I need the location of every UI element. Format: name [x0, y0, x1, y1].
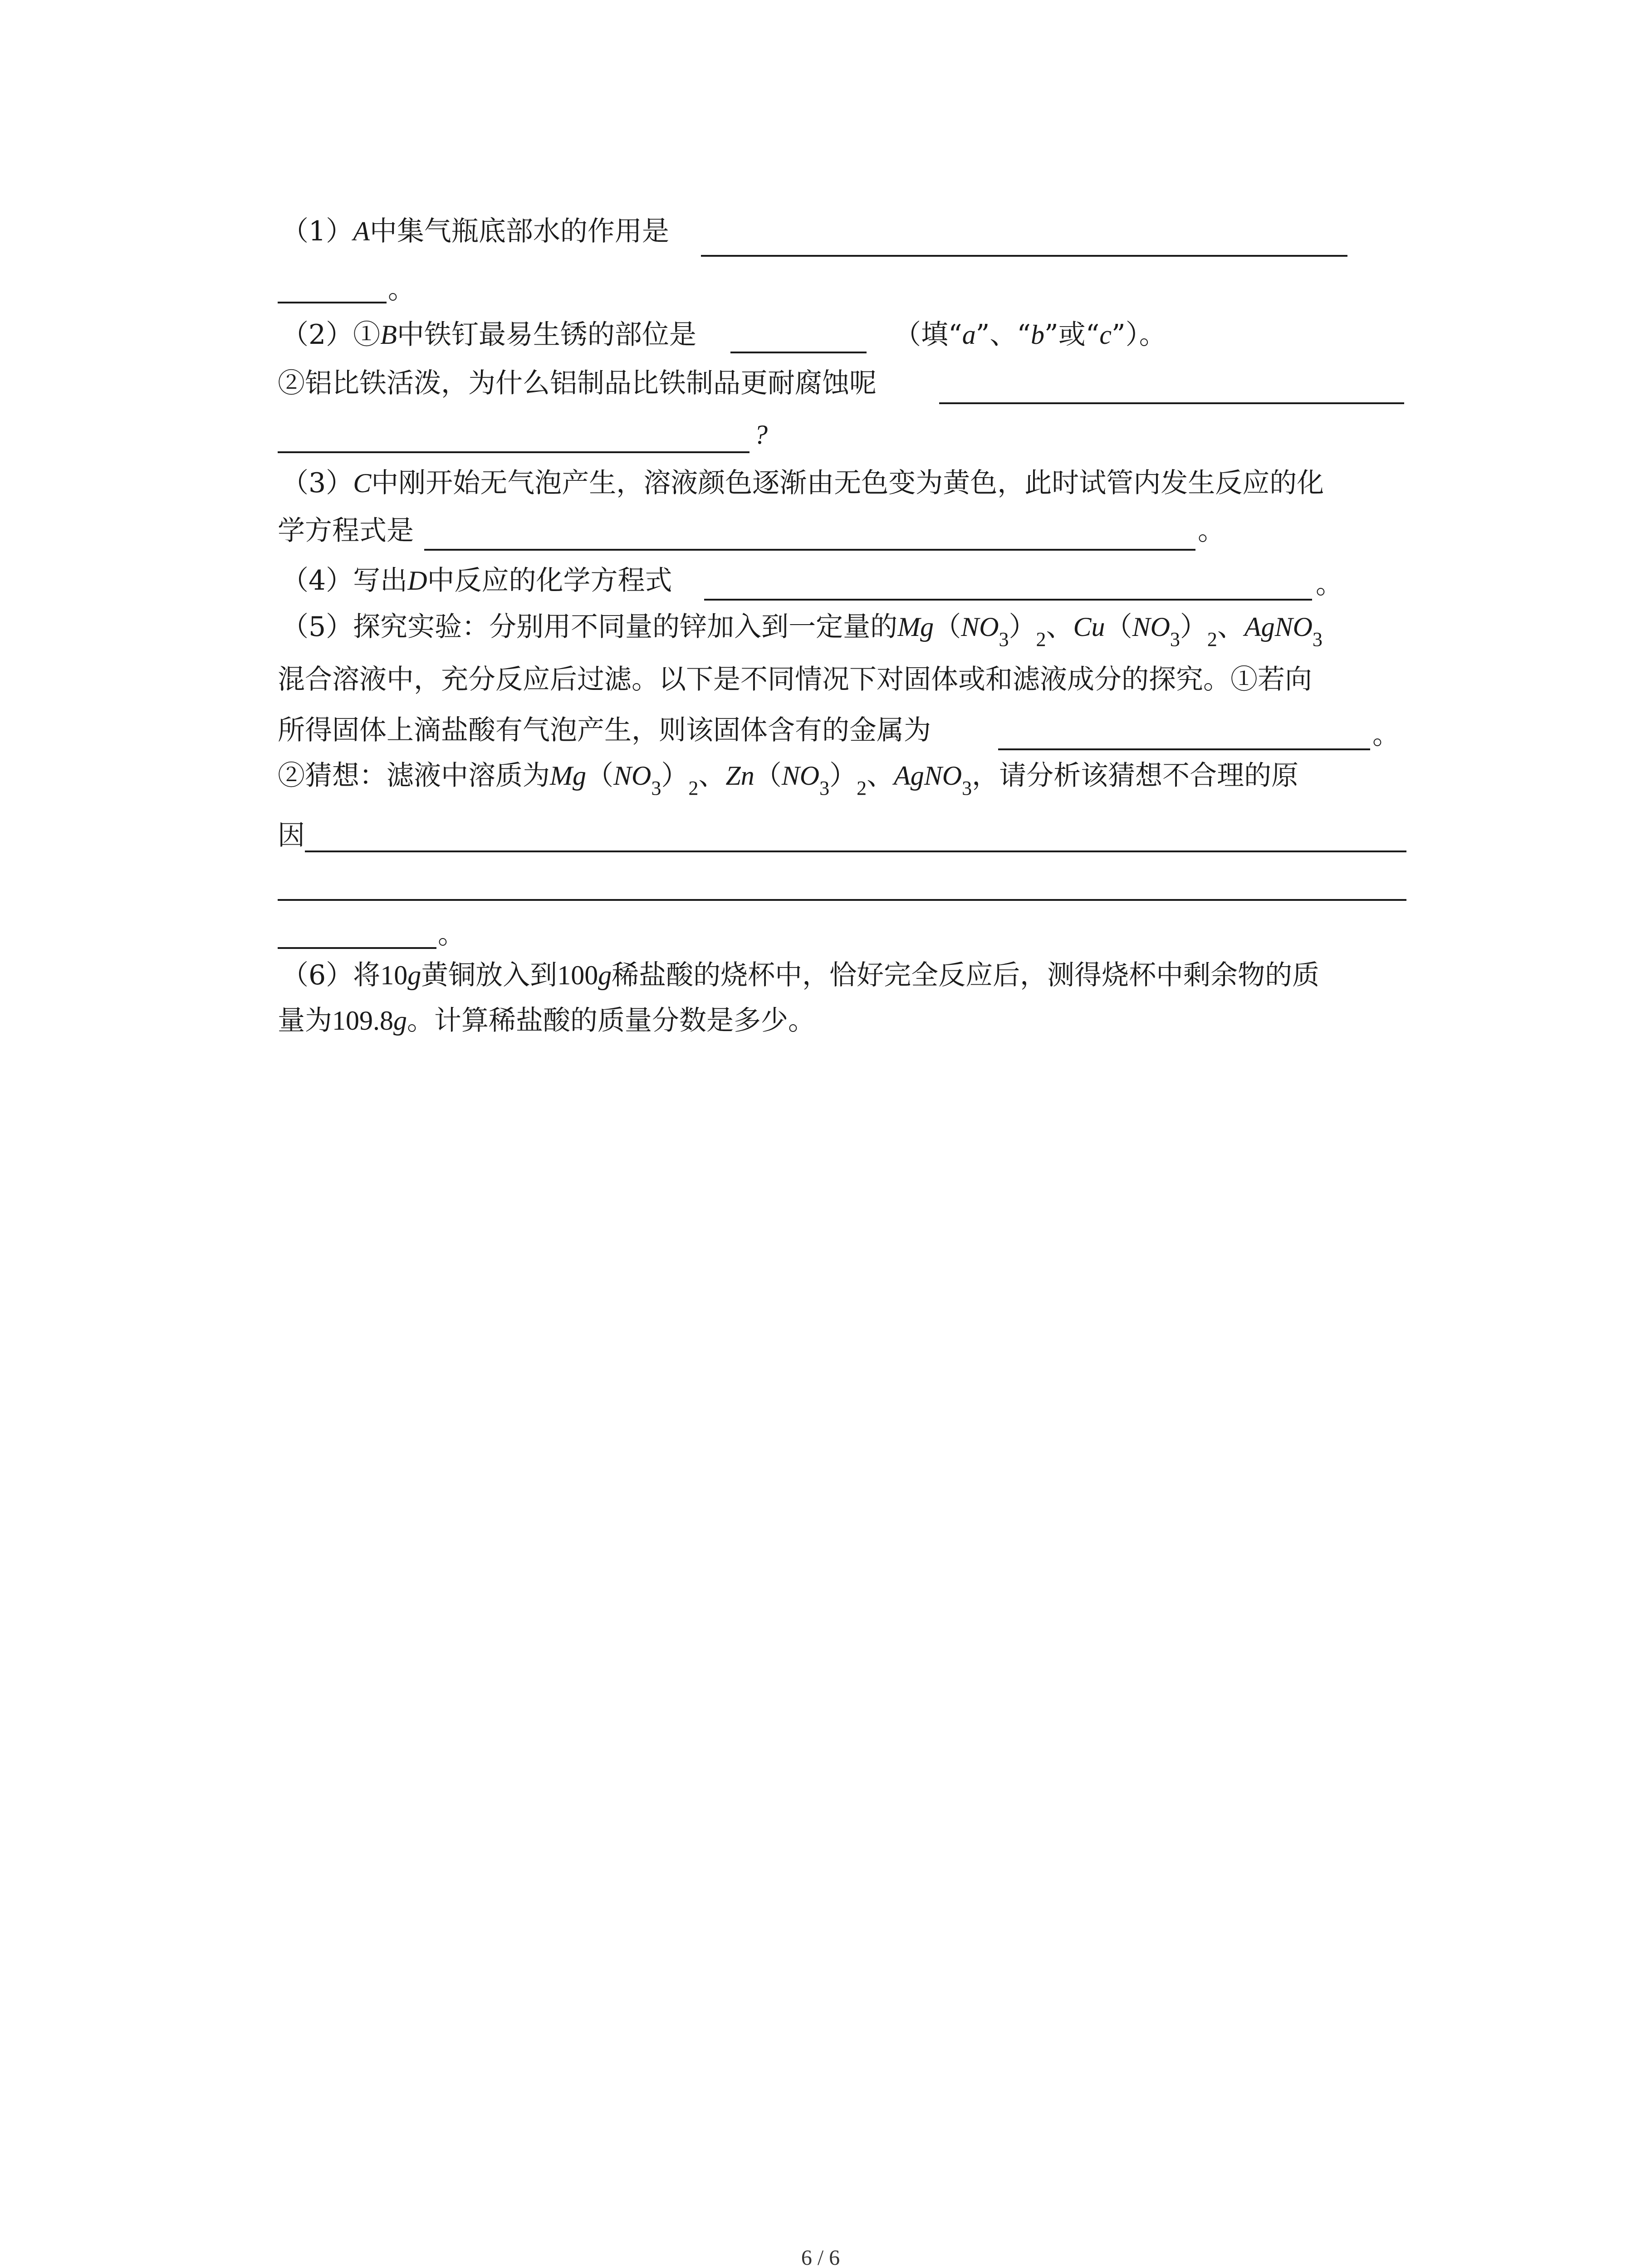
q5-line4-pre: ②猜想：滤液中溶质为 [278, 760, 550, 792]
q4-answer-blank[interactable] [704, 599, 1312, 601]
q5-line4 [278, 760, 1299, 799]
q3-var: C [353, 468, 372, 498]
q5-no3: NO [613, 761, 652, 791]
page-number: 6 / 6 [801, 2246, 840, 2268]
q5-end: 。 [438, 919, 465, 950]
q6-line2-pre: 量为 [278, 1005, 332, 1036]
q1-end: 。 [388, 274, 415, 305]
q6-pre: （6）将 [281, 959, 381, 991]
q6-mid1: 黄铜放入到 [421, 959, 558, 991]
q1-answer-blank-cont[interactable] [278, 302, 387, 303]
q4-var: D [407, 566, 427, 596]
q1-answer-blank[interactable] [701, 255, 1347, 257]
q2-text: 中铁钉最易生锈的部位是 [397, 319, 696, 351]
q6-g3: g [393, 1006, 407, 1036]
q5-mg2: Mg [550, 761, 586, 791]
q5-line4-post: ，请分析该猜想不合理的原 [972, 760, 1299, 792]
q2-sep2: ”或“ [1044, 319, 1100, 351]
q2-fill-hint [894, 319, 1166, 351]
q5-line2: 混合溶液中，充分反应后过滤。以下是不同情况下对固体或和滤液成分的探究。①若向 [278, 664, 1312, 695]
q5-line1-pre: （5）探究实验：分别用不同量的锌加入到一定量的 [281, 611, 898, 643]
q5-zn: Zn [725, 761, 754, 791]
q5-no2: NO [1132, 612, 1170, 642]
q5-sub2b: 2 [1207, 628, 1217, 650]
q2-sep1: ”、“ [975, 319, 1031, 351]
q5-line5: 因 [278, 820, 305, 851]
q5-reason-blank-1[interactable] [305, 850, 1406, 852]
q1-text: 中集气瓶底部水的作用是 [369, 215, 669, 247]
q5-sub2c: 2 [688, 777, 699, 799]
q5-dun3: 、 [698, 760, 726, 792]
q5-sub3d: 3 [651, 777, 661, 799]
q3-end: 。 [1198, 515, 1225, 547]
q5-lp4: （ [754, 760, 782, 792]
q5-sub3b: 3 [1170, 628, 1180, 650]
q5-metal-blank[interactable] [998, 748, 1370, 750]
q5-dun2: 、 [1217, 611, 1244, 643]
q2-opt-b: b [1031, 320, 1045, 350]
q6-line1 [281, 959, 1320, 991]
q6-mid2: 稀盐酸的烧杯中，恰好完全反应后，测得烧杯中剩余物的质 [612, 959, 1320, 991]
q5-rp4: ） [829, 760, 857, 792]
q5-agno2: AgNO [894, 761, 962, 791]
q3-prefix: （3） [281, 467, 353, 499]
q2-part1-blank[interactable] [730, 352, 867, 353]
q6-n3: 109.8 [332, 1006, 393, 1036]
q3-text: 中刚开始无气泡产生，溶液颜色逐渐由无色变为黄色，此时试管内发生反应的化 [371, 467, 1324, 499]
q5-sub2d: 2 [857, 777, 867, 799]
q4-line [281, 567, 672, 594]
q6-g2: g [598, 960, 612, 990]
q2-prefix: （2）① [281, 319, 381, 351]
q5-no: NO [961, 612, 999, 642]
q5-reason-blank-2[interactable] [278, 899, 1406, 901]
q5-reason-blank-3[interactable] [278, 947, 436, 949]
q5-agno: AgNO [1244, 612, 1313, 642]
q1-line [281, 215, 669, 247]
q5-lp2: （ [1105, 611, 1132, 643]
q2-var: B [380, 320, 397, 350]
q5-rp: ） [1009, 611, 1036, 643]
q6-g1: g [407, 960, 421, 990]
q5-line3-end: 。 [1372, 719, 1400, 751]
q2-qmark: ? [754, 420, 768, 450]
q2-opt-a: a [962, 320, 976, 350]
q6-line2-post: 。计算稀盐酸的质量分数是多少。 [407, 1005, 815, 1036]
q2-line2: ②铝比铁活泼，为什么铝制品比铁制品更耐腐蚀呢 [278, 367, 877, 399]
q5-rp3: ） [661, 760, 689, 792]
q2-opt-c: c [1099, 320, 1112, 350]
q5-sub3f: 3 [962, 777, 972, 799]
q2-fill-open: （填“ [894, 319, 962, 351]
q1-prefix: （1） [281, 215, 353, 247]
q4-end: 。 [1316, 568, 1343, 600]
q5-sub3: 3 [999, 628, 1009, 650]
q5-cu: Cu [1073, 612, 1105, 642]
q3-answer-blank[interactable] [424, 549, 1195, 551]
q6-n1: 10 [380, 960, 408, 990]
q2-part2-blank[interactable] [939, 402, 1404, 404]
q5-sub3c: 3 [1312, 628, 1323, 650]
q6-n2: 100 [557, 960, 598, 990]
q5-line3: 所得固体上滴盐酸有气泡产生，则该固体含有的金属为 [278, 714, 931, 746]
q5-dun: 、 [1046, 611, 1073, 643]
q3-line [281, 469, 1324, 497]
q1-var: A [353, 216, 370, 246]
q4-text: 中反应的化学方程式 [427, 565, 672, 596]
q2-fill-close: ”）。 [1112, 319, 1166, 351]
q5-sub3e: 3 [819, 777, 830, 799]
q5-dun4: 、 [867, 760, 894, 792]
q2-part2-blank-cont[interactable] [278, 451, 749, 453]
q6-line2 [278, 1007, 815, 1034]
q5-lp3: （ [586, 760, 613, 792]
q4-prefix: （4）写出 [281, 565, 408, 596]
q5-mg: Mg [897, 612, 934, 642]
q5-sub2: 2 [1036, 628, 1046, 650]
q5-rp2: ） [1180, 611, 1207, 643]
q5-line1 [281, 611, 1323, 650]
q5-lp: （ [934, 611, 961, 643]
q3-line2: 学方程式是 [278, 515, 414, 547]
q2-line [281, 319, 696, 351]
q5-no4: NO [781, 761, 820, 791]
